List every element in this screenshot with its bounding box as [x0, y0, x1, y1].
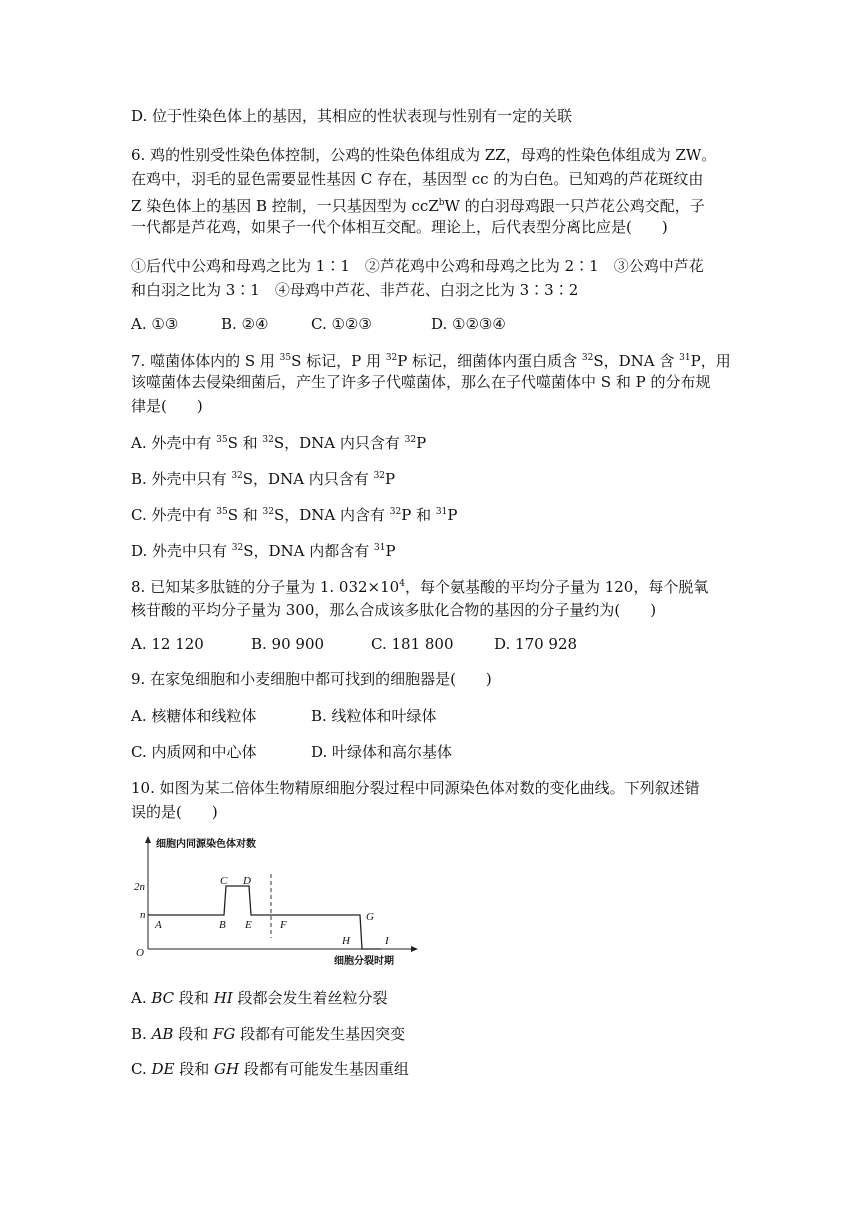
q9-stem: 9. 在家兔细胞和小麦细胞中都可找到的细胞器是( ) [131, 670, 492, 688]
q9-option-d: D. 叶绿体和高尔基体 [311, 743, 453, 761]
q6-statements-line1: ①后代中公鸡和母鸡之比为 1∶1 ②芦花鸡中公鸡和母鸡之比为 2∶1 ③公鸡中芦花 [131, 257, 704, 275]
q7-option-d: D. 外壳中只有 $^{32}$S，DNA 内都含有 $^{31}$P [131, 542, 396, 560]
q9-option-a: A. 核糖体和线粒体 [131, 707, 257, 725]
q9-option-b: B. 线粒体和叶绿体 [311, 707, 437, 725]
y-axis-label: 细胞内同源染色体对数 [156, 839, 256, 850]
homologous-pairs-chart [131, 834, 421, 970]
q9-options-row1 [131, 702, 735, 731]
point-label-g: G [366, 911, 374, 923]
y-tick-2n: 2n [134, 881, 145, 893]
q7-stem-line1: 7. 噬菌体体内的 S 用 $^{35}$S 标记，P 用 $^{32}$P 标记，细菌体内蛋白质含 $^{32}$S，DNA 含 $^{31}$P，用 [131, 352, 731, 370]
q6-stem-line2: 在鸡中，羽毛的显色需要显性基因 C 存在，基因型 cc 的为白色。已知鸡的芦花斑纹由 [131, 170, 704, 188]
q10-option-c: C. DE 段和 GH 段都有可能发生基因重组 [131, 1060, 409, 1078]
q6-option-d: D. ①②③④ [431, 315, 506, 333]
q5-option-d: D. 位于性染色体上的基因，其相应的性状表现与性别有一定的关联 [131, 107, 573, 125]
q8-option-d: D. 170 928 [494, 635, 578, 653]
y-axis-arrow [145, 836, 151, 843]
point-label-e: E [245, 919, 252, 931]
q10-stem-line1: 10. 如图为某二倍体生物精原细胞分裂过程中同源染色体对数的变化曲线。下列叙述错 [131, 779, 700, 797]
q10-stem-line2: 误的是( ) [131, 803, 218, 821]
point-label-f: F [280, 919, 287, 931]
q6-option-a: A. ①③ [131, 315, 179, 333]
q10-option-a: A. BC 段和 HI 段都会发生着丝粒分裂 [131, 989, 388, 1007]
q8-stem-line1: 8. 已知某多肽链的分子量为 1. $032\times 10^4$，每个氨基酸的平均分子量为 120，每个脱氧 [131, 578, 709, 596]
q7-option-a: A. 外壳中有 $^{35}$S 和 $^{32}$S，DNA 内只含有 $^{32}$P [131, 434, 427, 452]
point-label-d: D [243, 875, 251, 887]
q8-option-b: B. 90 900 [251, 635, 325, 653]
point-labels [154, 875, 390, 947]
y-tick-n: n [140, 909, 146, 921]
q7-option-c: C. 外壳中有 $^{35}$S 和 $^{32}$S，DNA 内含有 $^{32}$P 和 $^{31}$P [131, 506, 458, 524]
point-label-i: I [385, 935, 389, 947]
q8-option-a: A. 12 120 [131, 635, 204, 653]
q8-option-c: C. 181 800 [371, 635, 454, 653]
q7-stem-line2: 该噬菌体去侵染细菌后，产生了许多子代噬菌体，那么在子代噬菌体中 S 和 P 的分布规 [131, 373, 711, 391]
q6-statements-line2: 和白羽之比为 3∶1 ④母鸡中芦花、非芦花、白羽之比为 3∶3∶2 [131, 281, 579, 299]
point-label-b: B [219, 919, 226, 931]
x-axis-label: 细胞分裂时期 [334, 956, 394, 967]
origin-label: O [136, 947, 144, 959]
q9-option-c: C. 内质网和中心体 [131, 743, 257, 761]
q6-options [131, 310, 735, 339]
q6-stem-line3: Z 染色体上的基因 B 控制，一只基因型为 ccZ$^b$W 的白羽母鸡跟一只芦花公鸡交配，子 [131, 197, 705, 215]
q6-stem-line4: 一代都是芦花鸡，如果子一代个体相互交配。理论上，后代表型分离比应是( ) [131, 218, 668, 236]
q6-stem-line1: 6. 鸡的性别受性染色体控制，公鸡的性染色体组成为 ZZ，母鸡的性染色体组成为 ZW。 [131, 146, 717, 164]
q6-option-c: C. ①②③ [311, 315, 372, 333]
x-axis-arrow [411, 946, 418, 952]
point-label-c: C [220, 875, 228, 887]
q10-option-b: B. AB 段和 FG 段都有可能发生基因突变 [131, 1025, 406, 1043]
point-label-h: H [342, 935, 350, 947]
q7-stem-line3: 律是( ) [131, 397, 203, 415]
q8-options [131, 630, 735, 659]
q8-stem-line2: 核苷酸的平均分子量为 300，那么合成该多肽化合物的基因的分子量约为( ) [131, 601, 657, 619]
point-label-a: A [155, 919, 162, 931]
q9-options-row2 [131, 738, 735, 767]
q7-option-b: B. 外壳中只有 $^{32}$S，DNA 内只含有 $^{32}$P [131, 470, 396, 488]
q6-option-b: B. ②④ [221, 315, 269, 333]
